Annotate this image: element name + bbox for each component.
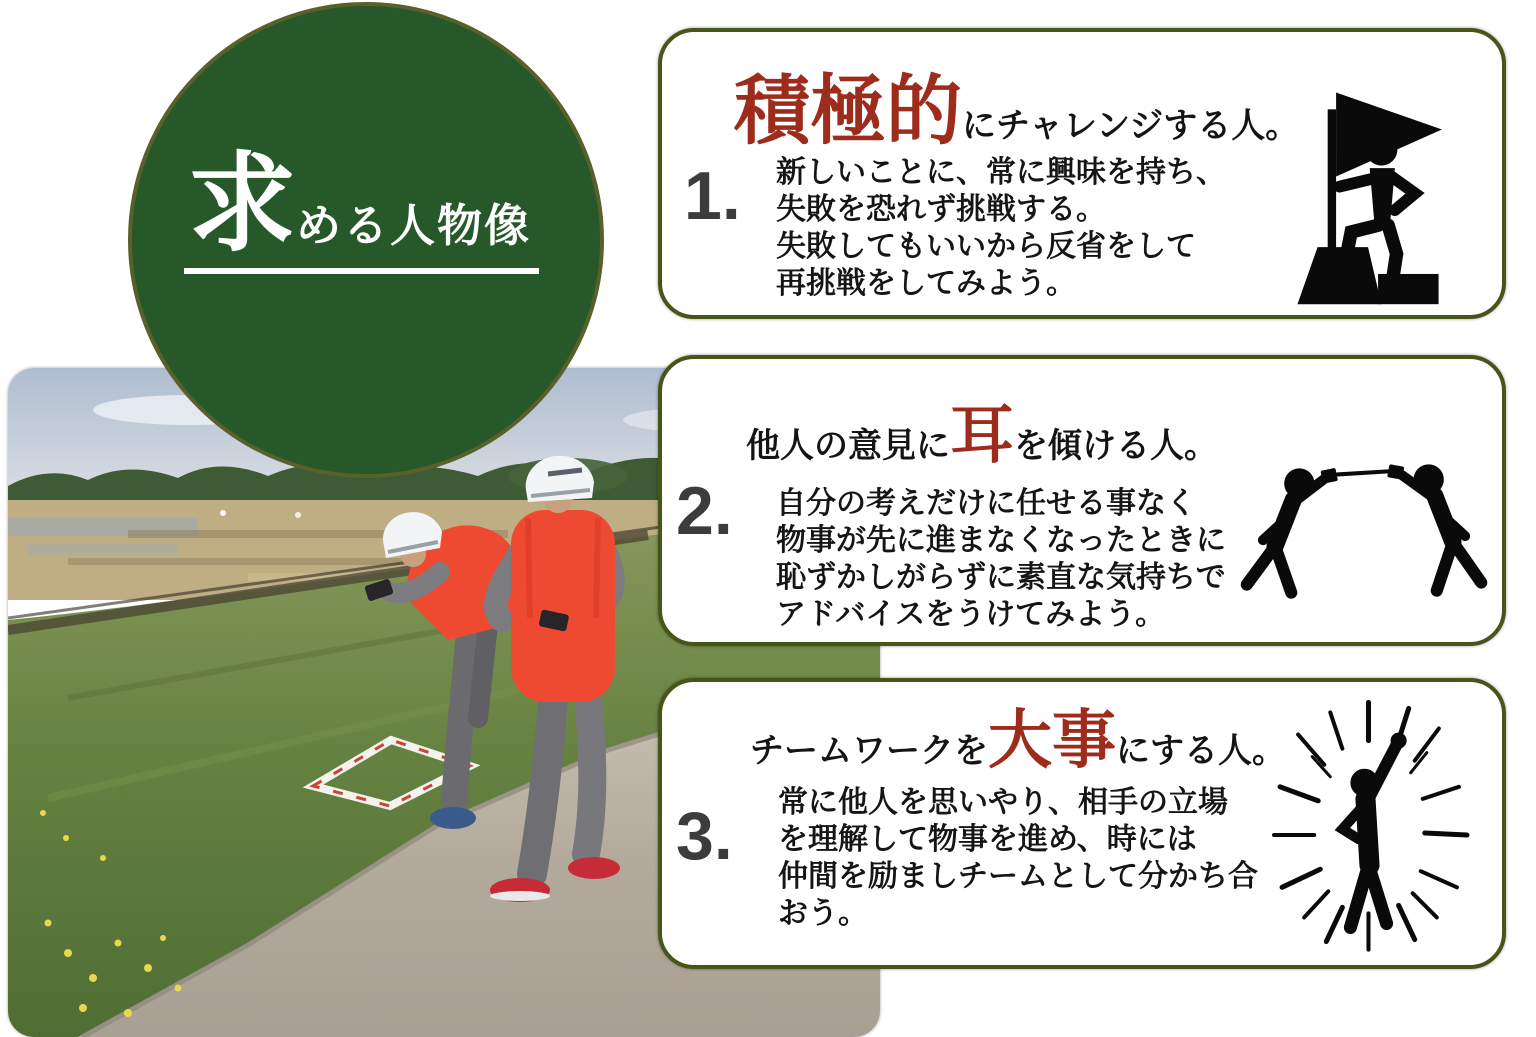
card-title bbox=[746, 399, 1218, 471]
body-line: おう。 bbox=[778, 897, 868, 930]
card-title-pre: チームワークを bbox=[750, 732, 988, 770]
card-title-accent: 耳 bbox=[950, 399, 1014, 471]
card-title-pre: 他人の意見に bbox=[746, 427, 950, 465]
flag-on-summit-icon bbox=[1284, 84, 1452, 306]
body-line: アドバイスをうけてみよう。 bbox=[776, 598, 1166, 631]
card-title-accent: 積極的 bbox=[734, 69, 962, 154]
body-line: 再挑戦をしてみよう。 bbox=[776, 267, 1076, 300]
card-number: 2. bbox=[676, 473, 733, 549]
body-line: 物事が先に進まなくなったときに bbox=[776, 524, 1226, 557]
card-title-post: を傾ける人。 bbox=[1014, 427, 1218, 465]
card-body bbox=[776, 154, 1226, 302]
body-line: 失敗を恐れず挑戦する。 bbox=[776, 193, 1106, 226]
card-title bbox=[734, 69, 1300, 154]
card-title-post: にする人。 bbox=[1116, 732, 1286, 770]
cheering-person-icon bbox=[1268, 694, 1474, 956]
body-line: 常に他人を思いやり、相手の立場 bbox=[778, 786, 1228, 819]
page-title-big-char: 求 bbox=[188, 143, 297, 264]
trait-card-3 bbox=[658, 678, 1506, 969]
card-body bbox=[776, 485, 1226, 633]
trait-card-2 bbox=[658, 355, 1506, 646]
body-line: 仲間を励ましチームとして分かち合 bbox=[778, 860, 1258, 893]
body-line: 自分の考えだけに任せる事なく bbox=[776, 487, 1196, 520]
card-number: 1. bbox=[684, 158, 741, 234]
trait-card-1 bbox=[658, 28, 1506, 319]
page-title-rest: める人物像 bbox=[296, 200, 532, 251]
card-title-post: にチャレンジする人。 bbox=[962, 107, 1300, 145]
card-title-accent: 大事 bbox=[988, 704, 1116, 776]
page-title bbox=[184, 143, 539, 274]
card-number: 3. bbox=[676, 798, 733, 874]
card-title bbox=[750, 704, 1286, 776]
body-line: 失敗してもいいから反省をして bbox=[776, 230, 1196, 263]
title-badge-circle bbox=[128, 2, 604, 478]
body-line: 恥ずかしがらずに素直な気持ちで bbox=[776, 561, 1226, 594]
body-line: 新しいことに、常に興味を持ち、 bbox=[776, 156, 1226, 189]
string-telephone-icon bbox=[1234, 433, 1492, 625]
card-body bbox=[778, 784, 1258, 932]
body-line: を理解して物事を進め、時には bbox=[778, 823, 1197, 856]
